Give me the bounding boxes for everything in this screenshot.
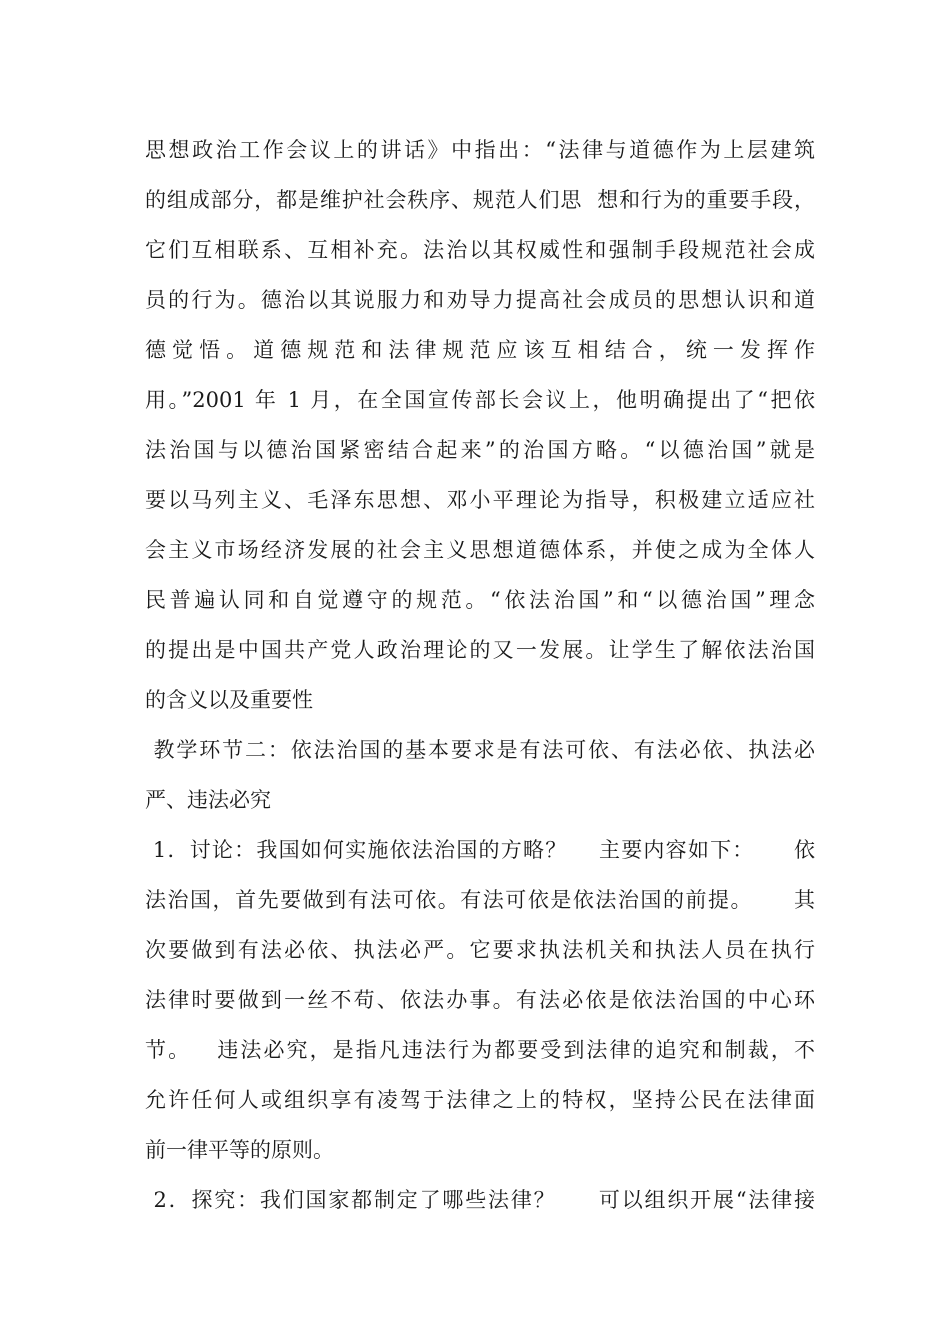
text-line: 1．讨论：我国如何实施依法治国的方略？ 主要内容如下： 依	[145, 838, 815, 862]
text-line: 次要做到有法必依、执法必严。它要求执法机关和执法人员在执行	[145, 938, 815, 962]
text-line: 法律时要做到一丝不苟、依法办事。有法必依是依法治国的中心环	[145, 988, 815, 1012]
text-line: 的含义以及重要性	[145, 688, 313, 712]
text-line: 它们互相联系、互相补充。法治以其权威性和强制手段规范社会成	[145, 238, 815, 262]
text-line: 民普遍认同和自觉遵守的规范。“依法治国”和“以德治国”理念	[145, 588, 815, 612]
text-line: 节。 违法必究，是指凡违法行为都要受到法律的追究和制裁，不	[145, 1038, 815, 1062]
text-line: 允许任何人或组织享有凌驾于法律之上的特权，坚持公民在法律面	[145, 1088, 815, 1112]
text-line: 的提出是中国共产党人政治理论的又一发展。让学生了解依法治国	[145, 638, 815, 662]
text-line: 思想政治工作会议上的讲话》中指出：“法律与道德作为上层建筑	[145, 138, 815, 162]
section-heading-line: 教学环节二：依法治国的基本要求是有法可依、有法必依、执法必	[145, 738, 815, 762]
text-line: 的组成部分，都是维护社会秩序、规范人们思 想和行为的重要手段，	[145, 188, 815, 212]
text-line: 法治国与以德治国紧密结合起来”的治国方略。“以德治国”就是	[145, 438, 815, 462]
text-line: 会主义市场经济发展的社会主义思想道德体系，并使之成为全体人	[145, 538, 815, 562]
text-line: 用。”2001 年 1 月，在全国宣传部长会议上，他明确提出了“把依	[145, 388, 815, 412]
text-line: 员的行为。德治以其说服力和劝导力提高社会成员的思想认识和道	[145, 288, 815, 312]
text-line: 法治国，首先要做到有法可依。有法可依是依法治国的前提。 其	[145, 888, 815, 912]
text-line: 前一律平等的原则。	[145, 1138, 334, 1162]
text-line: 要以马列主义、毛泽东思想、邓小平理论为指导，积极建立适应社	[145, 488, 815, 512]
section-heading-line: 严、违法必究	[145, 788, 271, 812]
text-line: 德觉悟。道德规范和法律规范应该互相结合，统一发挥作	[145, 338, 815, 362]
text-line: 2．探究：我们国家都制定了哪些法律？ 可以组织开展“法律接	[145, 1188, 815, 1212]
